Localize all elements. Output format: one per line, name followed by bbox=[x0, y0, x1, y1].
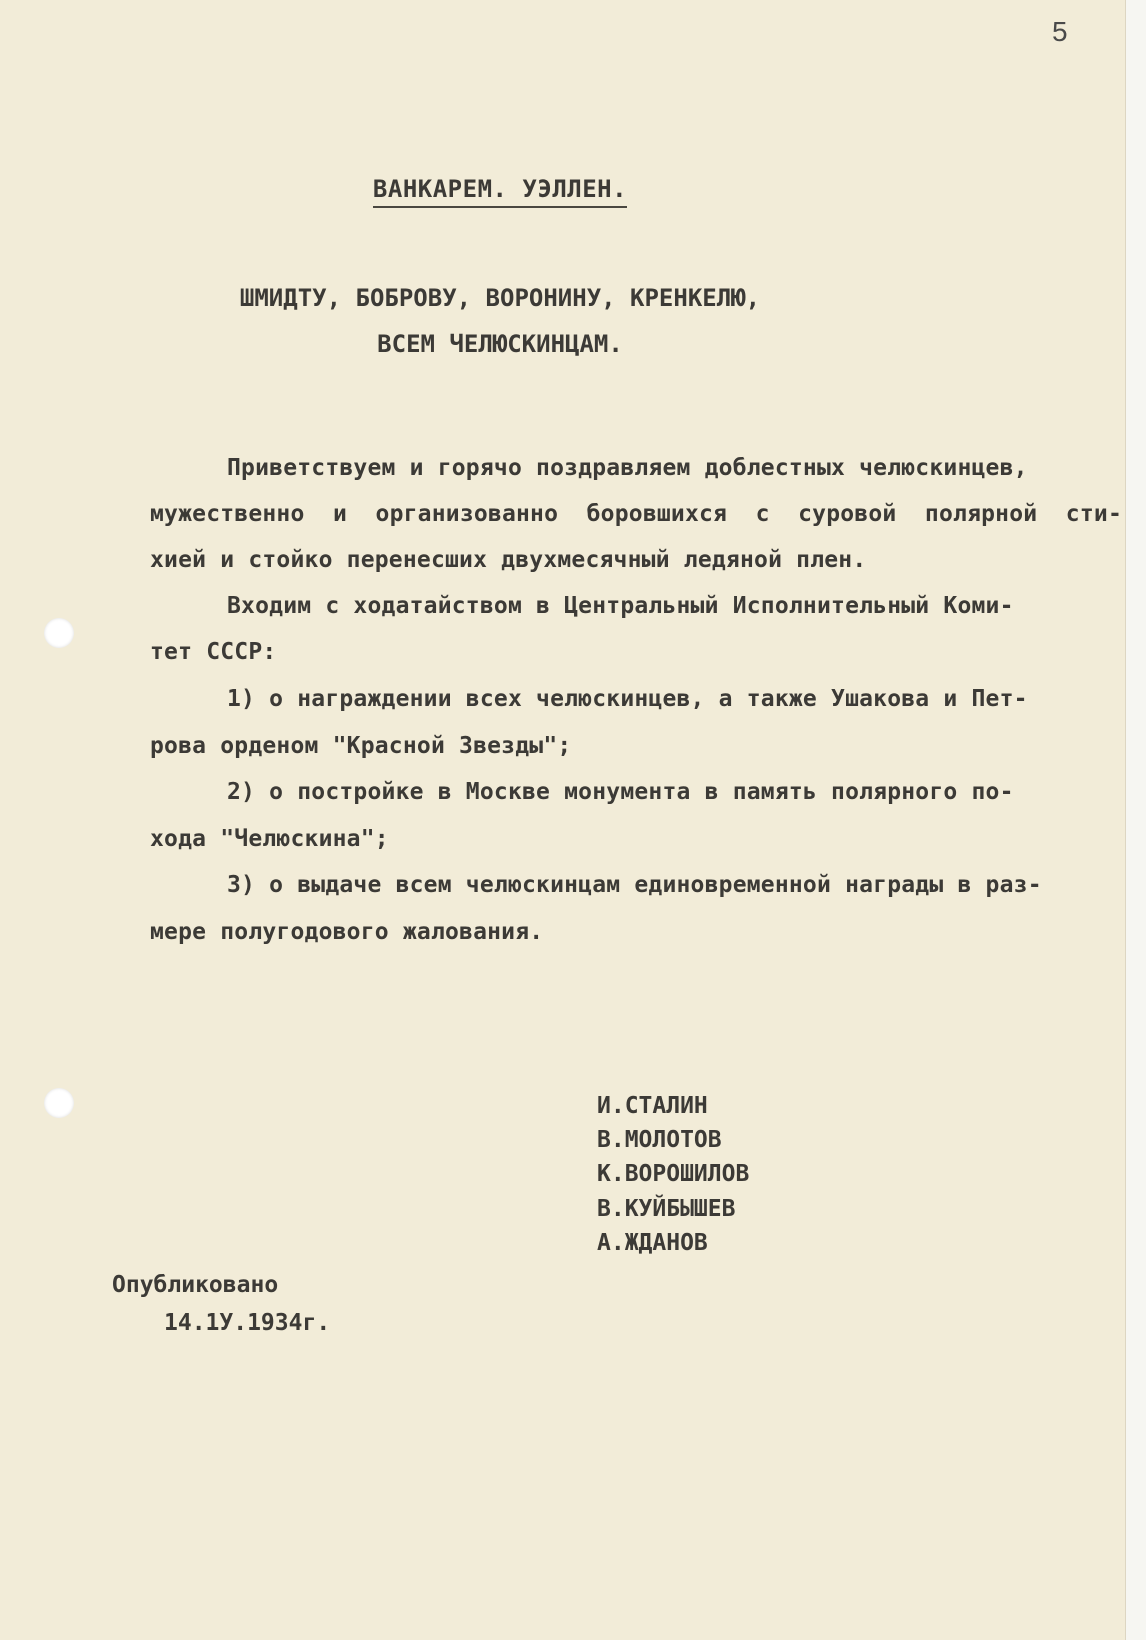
punch-hole-top bbox=[44, 618, 74, 648]
body-line: тет СССР: bbox=[150, 639, 277, 665]
signatory: А.ЖДАНОВ bbox=[597, 1230, 708, 1256]
body-line: хода "Челюскина"; bbox=[150, 826, 389, 852]
signatory: В.МОЛОТОВ bbox=[597, 1127, 722, 1153]
signatory: В.КУЙБЫШЕВ bbox=[597, 1196, 736, 1222]
body-line: 1) о награждении всех челюскинцев, а также Ушакова и Пет- bbox=[227, 686, 1028, 712]
paper-edge bbox=[1125, 0, 1146, 1640]
punch-hole-bottom bbox=[44, 1088, 74, 1118]
body-line: 2) о постройке в Москве монумента в память полярного по- bbox=[227, 779, 1014, 805]
body-line: мужественно и организованно боровшихся с суровой полярной сти- bbox=[150, 501, 1122, 527]
body-line: рова орденом "Красной Звезды"; bbox=[150, 733, 572, 759]
page-number: 5 bbox=[1052, 16, 1068, 47]
signatory: К.ВОРОШИЛОВ bbox=[597, 1161, 750, 1187]
title-text: ВАНКАРЕМ. УЭЛЛЕН. bbox=[373, 175, 627, 208]
body-line: 3) о выдаче всем челюскинцам единовременной награды в раз- bbox=[227, 872, 1042, 898]
addressee-line: ШМИДТУ, БОБРОВУ, ВОРОНИНУ, КРЕНКЕЛЮ, bbox=[239, 284, 761, 312]
body-line: хией и стойко перенесших двухмесячный ледяной плен. bbox=[150, 547, 867, 573]
published-date: 14.1У.1934г. bbox=[164, 1310, 331, 1336]
addressee-line: ВСЕМ ЧЕЛЮСКИНЦАМ. bbox=[377, 330, 623, 358]
body-line: мере полугодового жалования. bbox=[150, 919, 544, 945]
document-title bbox=[0, 175, 1000, 203]
body-line: Входим с ходатайством в Центральный Исполнительный Коми- bbox=[227, 593, 1014, 619]
published-label: Опубликовано bbox=[112, 1272, 279, 1298]
body-line: Приветствуем и горячо поздравляем доблестных челюскинцев, bbox=[227, 455, 1028, 481]
signatory: И.СТАЛИН bbox=[597, 1093, 708, 1119]
